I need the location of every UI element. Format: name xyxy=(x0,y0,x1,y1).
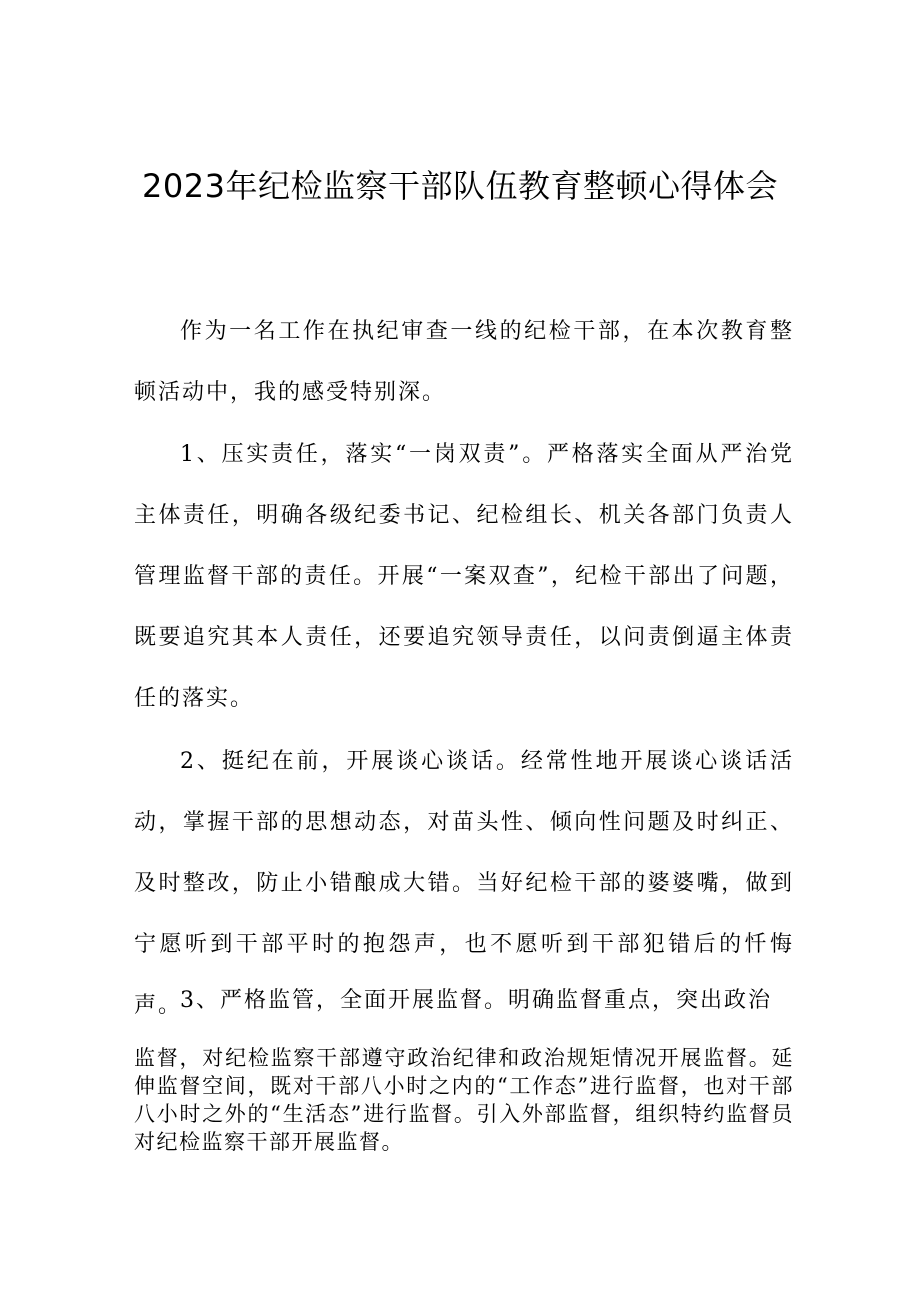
paragraph-point-2: 2、挺纪在前，开展谈心谈话。经常性地开展谈心谈话活动，掌握干部的思想动态，对苗头性、倾向性问题及时纠正、及时整改，防止小错酿成大错。当好纪检干部的婆婆嘴，做到宁愿听到干部平时的抱怨声，也不愿听到干部犯错后的忏悔声。 xyxy=(134,749,794,1018)
paragraph-point-3: 3、严格监管，全面开展监督。明确监督重点，突出政治 xyxy=(180,988,772,1013)
paragraph-intro: 作为一名工作在执纪审查一线的纪检干部，在本次教育整顿活动中，我的感受特别深。 xyxy=(134,319,794,405)
paragraph-point-3-continued: 监督，对纪检监察干部遵守政治纪律和政治规矩情况开展监督。延伸监督空间，既对干部八小时之内的“工作态”进行监督，也对干部八小时之外的“生活态”进行监督。引入外部监督，组织特约监督员对纪检监察干部开展监督。 xyxy=(134,1046,794,1154)
paragraph-point-1: 1、压实责任，落实“一岗双责”。严格落实全面从严治党主体责任，明确各级纪委书记、纪检组长、机关各部门负责人管理监督干部的责任。开展“一案双查”，纪检干部出了问题，既要追究其本人责任，还要追究领导责任，以问责倒逼主体责任的落实。 xyxy=(134,442,794,711)
document-title: 2023年纪检监察干部队伍教育整顿心得体会 xyxy=(142,167,778,205)
